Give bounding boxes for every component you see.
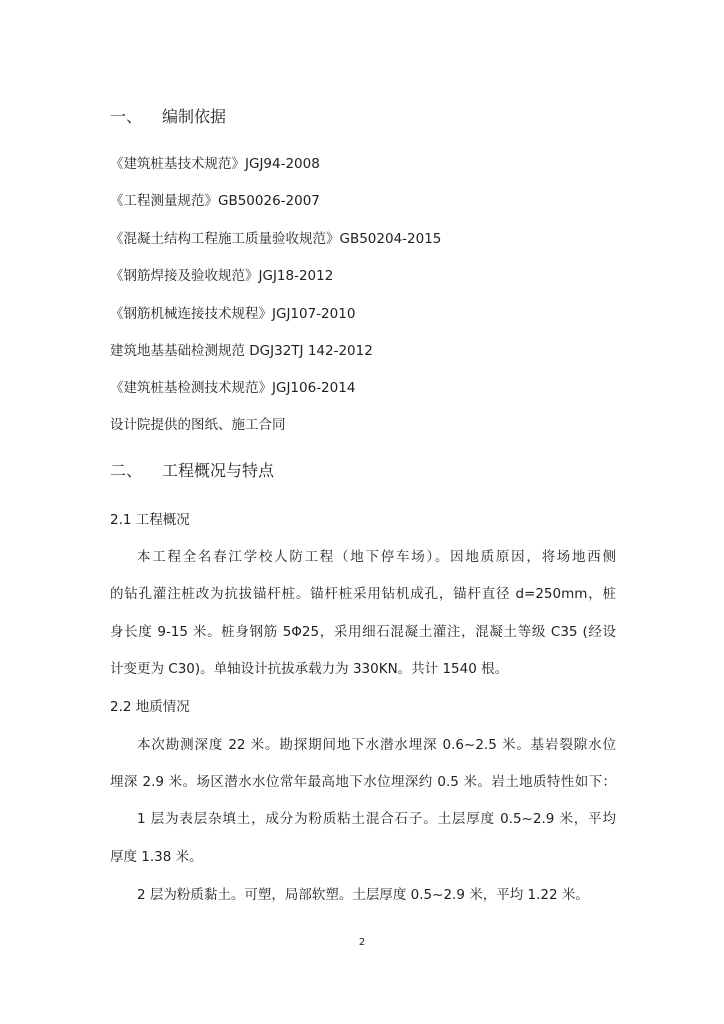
paragraph-line: 2 层为粉质黏土。可塑，局部软塑。土层厚度 0.5~2.9 米，平均 1.22 米。: [137, 887, 589, 903]
reference-item: 《建筑桩基检测技术规范》JGJ106-2014: [110, 380, 356, 396]
reference-item: 《钢筋焊接及验收规范》JGJ18-2012: [110, 268, 334, 284]
paragraph-line: 1 层为表层杂填土，成分为粉质粘土混合石子。土层厚度 0.5~2.9 米，平均: [137, 811, 616, 827]
paragraph-line: 计变更为 C30)。单轴设计抗拔承载力为 330KN。共计 1540 根。: [110, 661, 509, 677]
section-1-heading: [110, 106, 226, 128]
reference-item: 《钢筋机械连接技术规程》JGJ107-2010: [110, 306, 356, 322]
section-1-title: 编制依据: [162, 107, 227, 126]
page-number: 2: [358, 937, 366, 948]
subsection-2-1-title: 2.1 工程概况: [110, 512, 190, 528]
section-2-title: 工程概况与特点: [162, 461, 275, 480]
subsection-2-2-title: 2.2 地质情况: [110, 699, 190, 715]
paragraph-line: 本次勘测深度 22 米。勘探期间地下水潜水埋深 0.6~2.5 米。基岩裂隙水位: [137, 737, 616, 753]
reference-item: 建筑地基基础检测规范 DGJ32TJ 142-2012: [110, 343, 373, 359]
reference-item: 设计院提供的图纸、施工合同: [110, 417, 286, 433]
paragraph-line: 身长度 9-15 米。桩身钢筋 5Φ25，采用细石混凝土灌注，混凝土等级 C35 (经设: [110, 624, 616, 640]
paragraph-line: 埋深 2.9 米。场区潜水水位常年最高地下水位埋深约 0.5 米。岩土地质特性如下：: [110, 774, 616, 790]
section-2-number: 二、: [110, 461, 143, 480]
reference-item: 《混凝土结构工程施工质量验收规范》GB50204-2015: [110, 231, 442, 247]
section-2-heading: [110, 460, 274, 482]
paragraph-line: 厚度 1.38 米。: [110, 849, 203, 865]
paragraph-line: 本工程全名春江学校人防工程（地下停车场）。因地质原因，将场地西侧: [137, 549, 616, 565]
section-1-number: 一、: [110, 107, 143, 126]
reference-item: 《工程测量规范》GB50026-2007: [110, 193, 320, 209]
paragraph-line: 的钻孔灌注桩改为抗拔锚杆桩。锚杆桩采用钻机成孔，锚杆直径 d=250mm，桩: [110, 586, 616, 602]
reference-item: 《建筑桩基技术规范》JGJ94-2008: [110, 156, 320, 172]
